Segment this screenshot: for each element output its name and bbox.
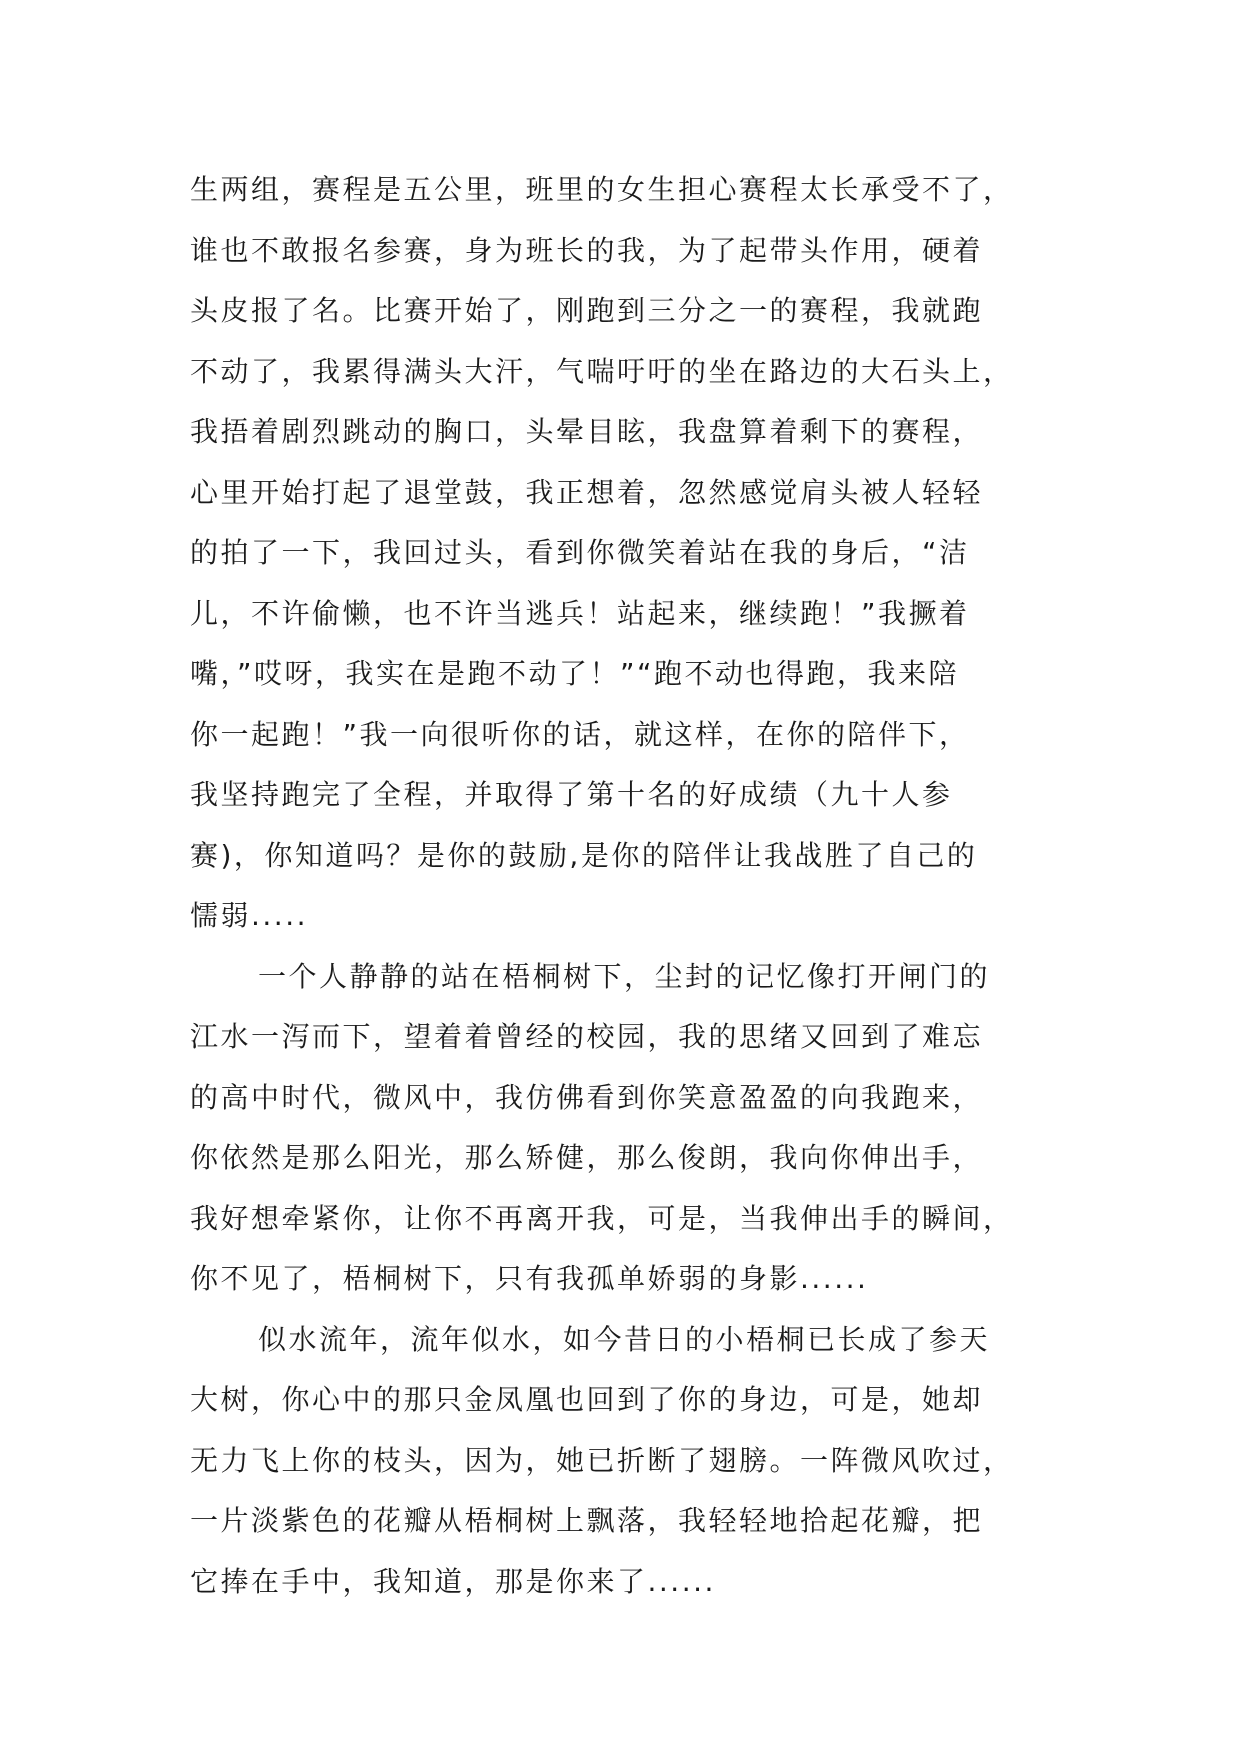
text-line: 儿，不许偷懒，也不许当逃兵！站起来，继续跑！”我撅着 bbox=[190, 596, 970, 630]
text-line: 它捧在手中，我知道，那是你来了...... bbox=[190, 1564, 716, 1598]
text-line: 无力飞上你的枝头，因为，她已折断了翅膀。一阵微风吹过， bbox=[190, 1443, 1014, 1477]
text-line: 你不见了，梧桐树下，只有我孤单娇弱的身影...... bbox=[190, 1262, 869, 1295]
text-line: 似水流年，流年似水，如今昔日的小梧桐已长成了参天 bbox=[258, 1322, 991, 1356]
text-line: 江水一泻而下，望着着曾经的校园，我的思绪又回到了难忘 bbox=[190, 1020, 984, 1053]
paragraph-1 bbox=[190, 160, 1070, 947]
text-line: 嘴，”哎呀，我实在是跑不动了！”“跑不动也得跑，我来陪 bbox=[190, 657, 960, 690]
text-line: 我坚持跑完了全程，并取得了第十名的好成绩（九十人参 bbox=[190, 778, 953, 811]
text-line: 我捂着剧烈跳动的胸口，头晕目眩，我盘算着剩下的赛程， bbox=[190, 415, 984, 448]
text-line: 头皮报了名。比赛开始了，刚跑到三分之一的赛程，我就跑 bbox=[190, 294, 984, 327]
text-line: 心里开始打起了退堂鼓，我正想着，忽然感觉肩头被人轻轻 bbox=[190, 475, 984, 509]
text-line: 不动了，我累得满头大汗，气喘吁吁的坐在路边的大石头上， bbox=[190, 354, 1014, 388]
text-line: 的拍了一下，我回过头，看到你微笑着站在我的身后，“洁 bbox=[190, 536, 970, 569]
text-line: 的高中时代，微风中，我仿佛看到你笑意盈盈的向我跑来， bbox=[190, 1080, 984, 1114]
text-line: 生两组，赛程是五公里，班里的女生担心赛程太长承受不了， bbox=[190, 173, 1014, 206]
text-line: 一片淡紫色的花瓣从梧桐树上飘落，我轻轻地拾起花瓣，把 bbox=[190, 1504, 984, 1537]
body-text bbox=[190, 160, 1070, 1612]
text-line: 赛)，你知道吗？是你的鼓励,是你的陪伴让我战胜了自己的 bbox=[190, 838, 978, 872]
text-line: 谁也不敢报名参赛，身为班长的我，为了起带头作用，硬着 bbox=[190, 233, 984, 267]
text-line: 大树，你心中的那只金凤凰也回到了你的身边，可是，她却 bbox=[190, 1383, 984, 1416]
paragraph-3 bbox=[190, 1310, 1070, 1613]
paragraph-2 bbox=[190, 947, 1070, 1310]
text-line: 你一起跑！”我一向很听你的话，就这样，在你的陪伴下， bbox=[190, 717, 970, 751]
text-line: 我好想牵紧你，让你不再离开我，可是，当我伸出手的瞬间， bbox=[190, 1201, 1014, 1235]
text-line: 懦弱..... bbox=[190, 899, 309, 932]
text-line: 一个人静静的站在梧桐树下，尘封的记忆像打开闸门的 bbox=[258, 959, 991, 993]
text-line: 你依然是那么阳光，那么矫健，那么俊朗，我向你伸出手， bbox=[190, 1141, 984, 1174]
